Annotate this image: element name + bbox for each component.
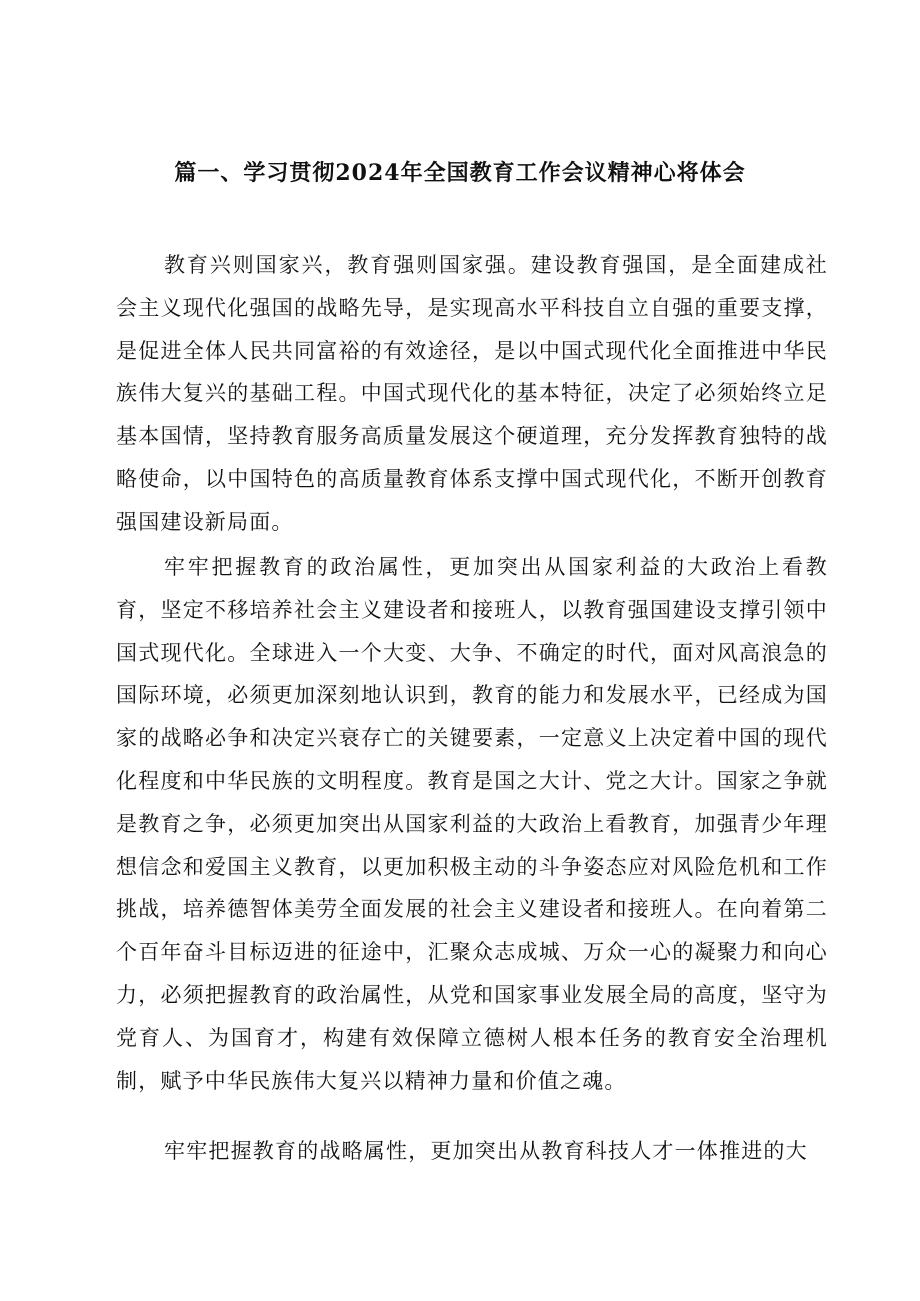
paragraph-1: 教育兴则国家兴，教育强则国家强。建设教育强国，是全面建成社会主义现代化强国的战略先导，是实现高水平科技自立自强的重要支撑，是促进全体人民共同富裕的有效途径，是以中国式现代化全面推进中华民族伟大复兴的基础工程。中国式现代化的基本特征，决定了必须始终立足基本国情，坚持教育服务高质量发展这个硬道理，充分发挥教育独特的战略使命，以中国特色的高质量教育体系支撑中国式现代化，不断开创教育强国建设新局面。 xyxy=(116,253,828,534)
paragraph-3: 牢牢把握教育的战略属性，更加突出从教育科技人才一体推进的大 xyxy=(164,1139,808,1163)
paragraph-2: 牢牢把握教育的政治属性，更加突出从国家利益的大政治上看教育，坚定不移培养社会主义建设者和接班人，以教育强国建设支撑引领中国式现代化。全球进入一个大变、大争、不确定的时代，面对风高浪急的国际环境，必须更加深刻地认识到，教育的能力和发展水平，已经成为国家的战略必争和决定兴衰存亡的关键要素，一定意义上决定着中国的现代化程度和中华民族的文明程度。教育是国之大计、党之大计。国家之争就是教育之争，必须更加突出从国家利益的大政治上看教育，加强青少年理想信念和爱国主义教育，以更加积极主动的斗争姿态应对风险危机和工作挑战，培养德智体美劳全面发展的社会主义建设者和接班人。在向着第二个百年奋斗目标迈进的征途中，汇聚众志成城、万众一心的凝聚力和向心力，必须把握教育的政治属性，从党和国家事业发展全局的高度，坚守为党育人、为国育才，构建有效保障立德树人根本任务的教育安全治理机制，赋予中华民族伟大复兴以精神力量和价值之魂。 xyxy=(116,555,828,1093)
document-title: 篇一、学习贯彻2024年全国教育工作会议精神心将体会 xyxy=(174,160,746,186)
